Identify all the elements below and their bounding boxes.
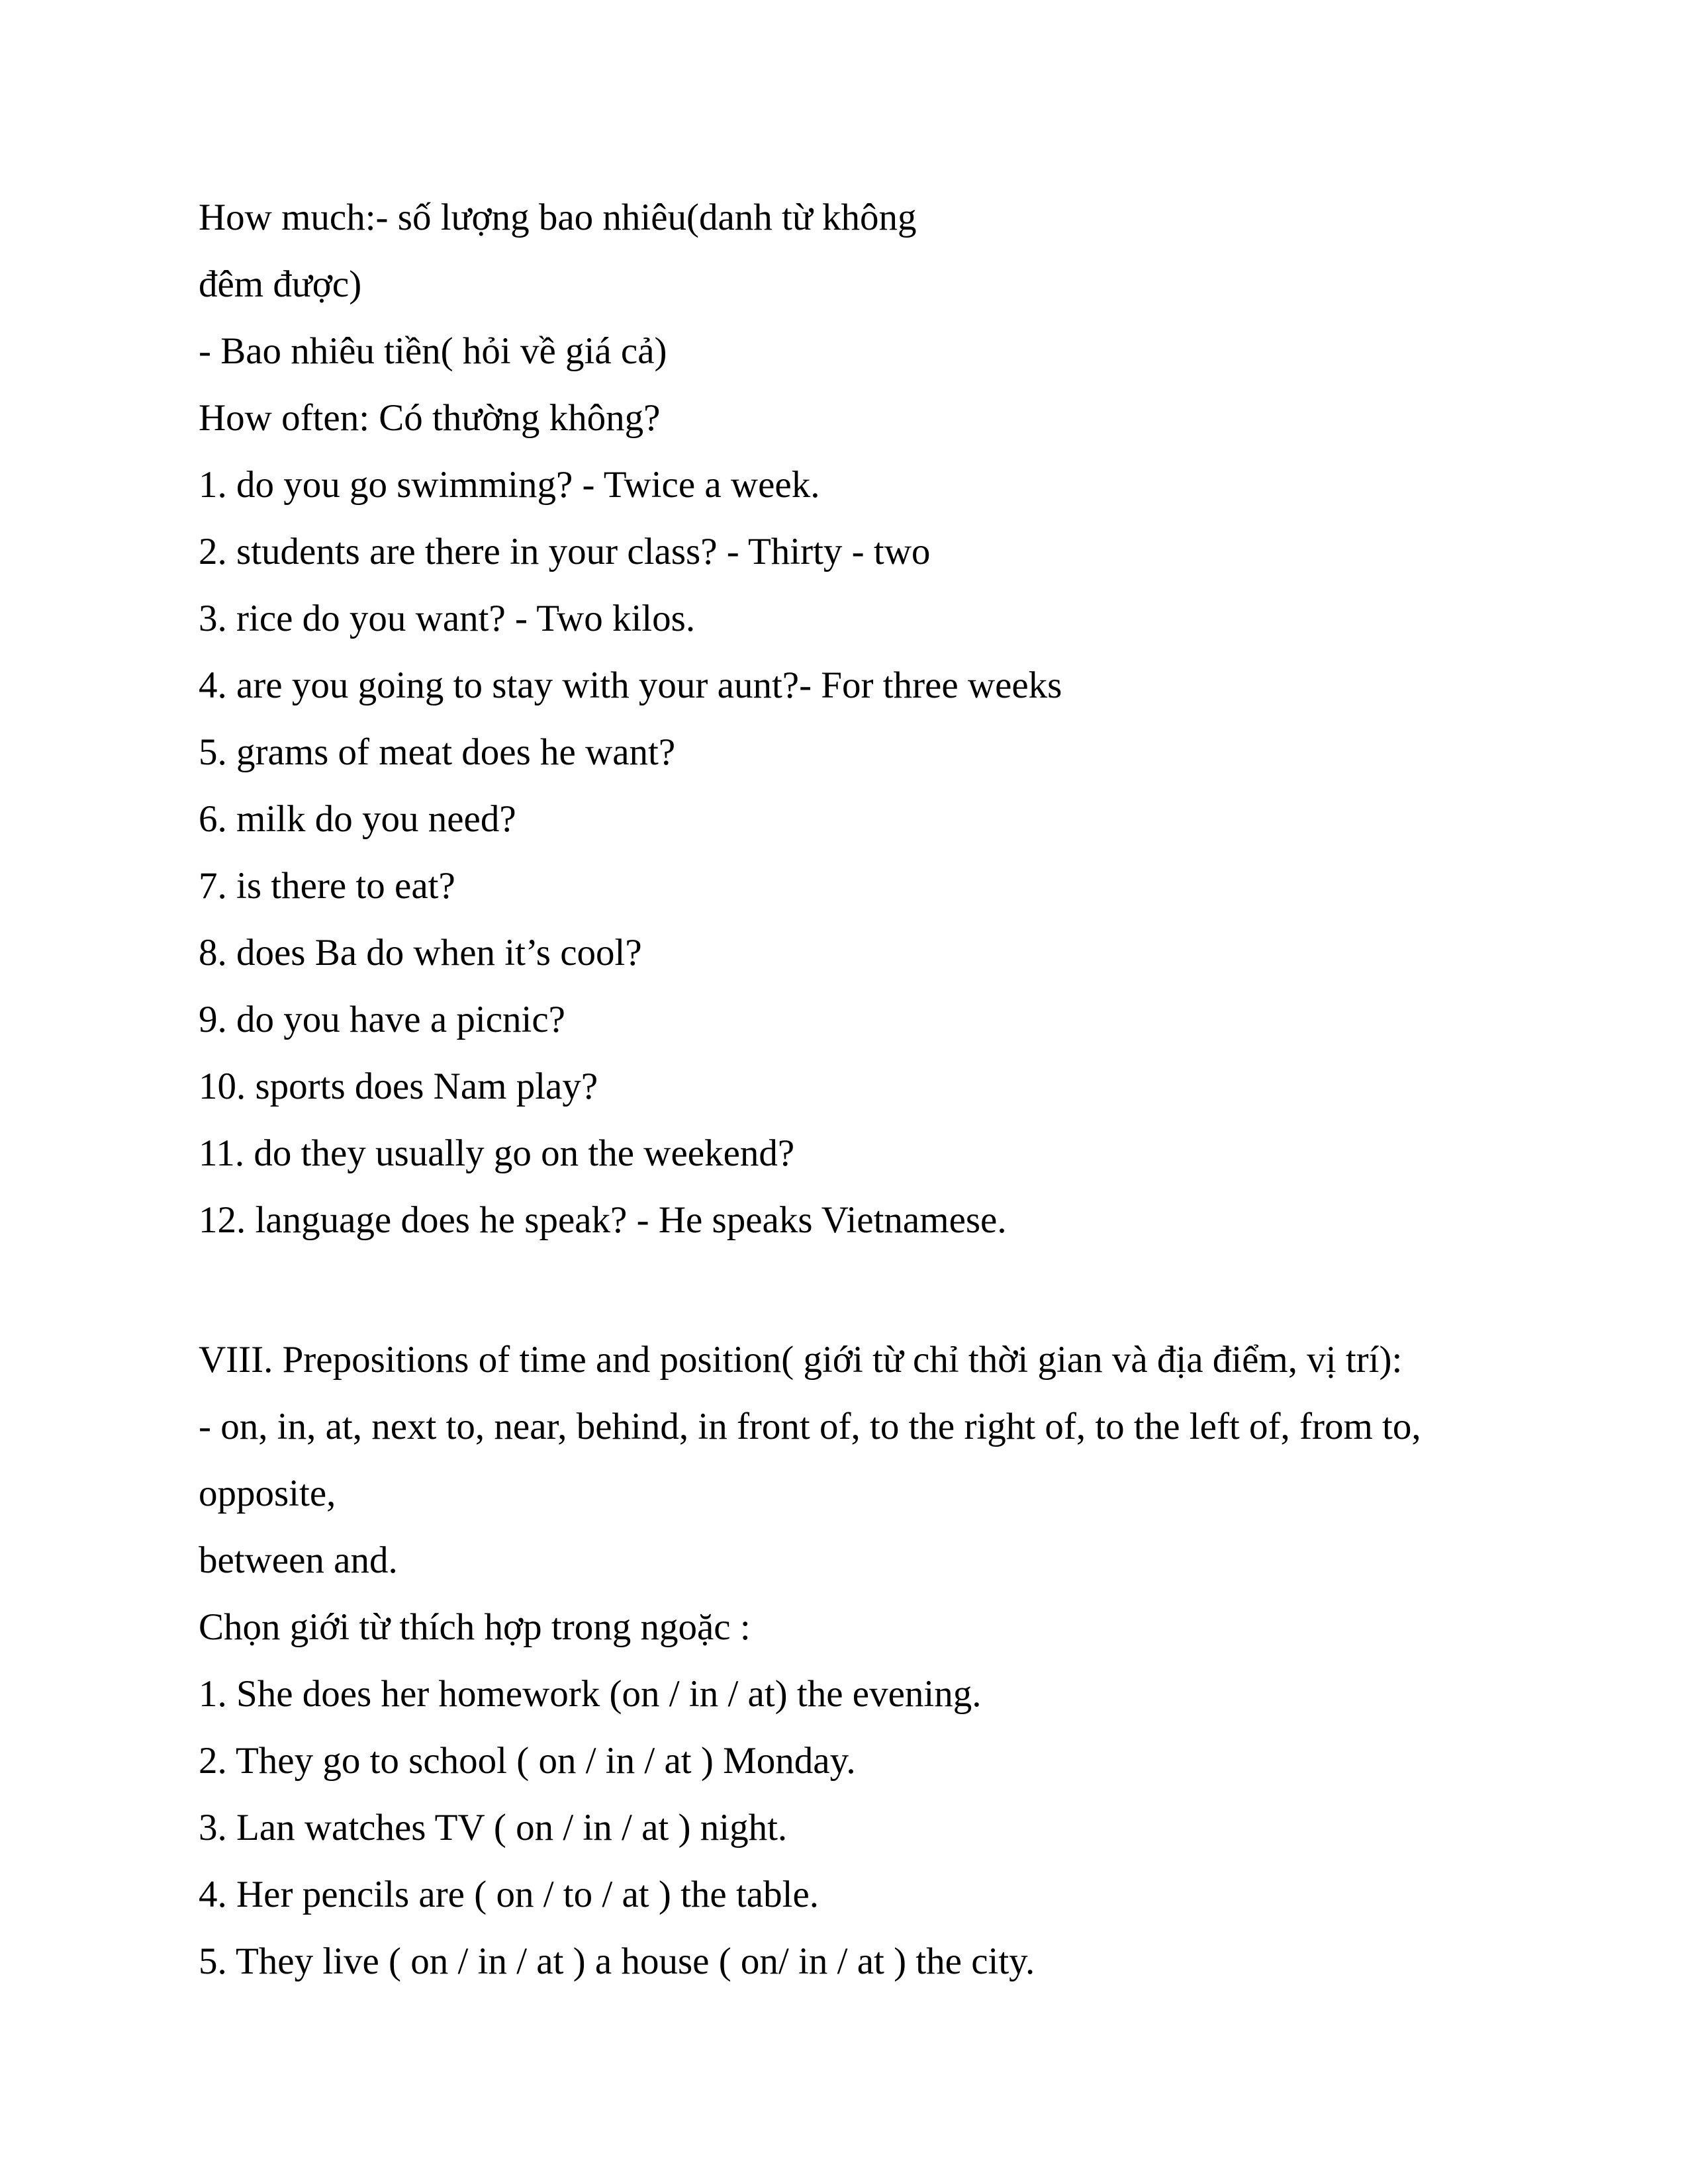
preposition-exercise-item: 1. She does her homework (on / in / at) the evening.	[199, 1673, 982, 1715]
preposition-list-line: opposite,	[199, 1473, 336, 1514]
section-heading: VIII. Prepositions of time and position( giới từ chỉ thời gian và địa điểm, vị trí):	[199, 1339, 1403, 1381]
how-exercise-item: 8. does Ba do when it’s cool?	[199, 932, 642, 974]
how-exercise-item: 12. language does he speak? - He speaks Vietnamese.	[199, 1199, 1007, 1241]
intro-line: đêm được)	[199, 263, 362, 305]
how-exercise-item: 11. do they usually go on the weekend?	[199, 1132, 795, 1174]
preposition-list-line: between and.	[199, 1539, 398, 1581]
how-exercise-item: 2. students are there in your class? - Thirty - two	[199, 531, 931, 572]
blank-line	[199, 1253, 1529, 1326]
preposition-exercise-item: 4. Her pencils are ( on / to / at ) the table.	[199, 1874, 819, 1915]
preposition-list-line: - on, in, at, next to, near, behind, in front of, to the right of, to the left of, from to,	[199, 1406, 1421, 1447]
how-exercise-item: 4. are you going to stay with your aunt?- For three weeks	[199, 664, 1062, 706]
preposition-exercise-item: 2. They go to school ( on / in / at ) Monday.	[199, 1740, 856, 1782]
how-exercise-item: 7. is there to eat?	[199, 865, 455, 907]
intro-line: - Bao nhiêu tiền( hỏi về giá cả)	[199, 330, 667, 372]
how-exercise-item: 9. do you have a picnic?	[199, 999, 565, 1040]
how-exercise-item: 6. milk do you need?	[199, 798, 516, 840]
instruction-line: Chọn giới từ thích hợp trong ngoặc :	[199, 1606, 751, 1648]
how-exercise-item: 1. do you go swimming? - Twice a week.	[199, 464, 820, 506]
how-exercise-item: 5. grams of meat does he want?	[199, 731, 676, 773]
document-content	[199, 184, 1529, 1995]
preposition-exercise-item: 3. Lan watches TV ( on / in / at ) night.	[199, 1807, 788, 1848]
how-exercise-item: 10. sports does Nam play?	[199, 1066, 598, 1107]
intro-line: How much:- số lượng bao nhiêu(danh từ không	[199, 197, 917, 238]
how-exercise-item: 3. rice do you want? - Two kilos.	[199, 598, 696, 639]
intro-line: How often: Có thường không?	[199, 397, 661, 439]
preposition-exercise-item: 5. They live ( on / in / at ) a house ( on/ in / at ) the city.	[199, 1940, 1035, 1982]
